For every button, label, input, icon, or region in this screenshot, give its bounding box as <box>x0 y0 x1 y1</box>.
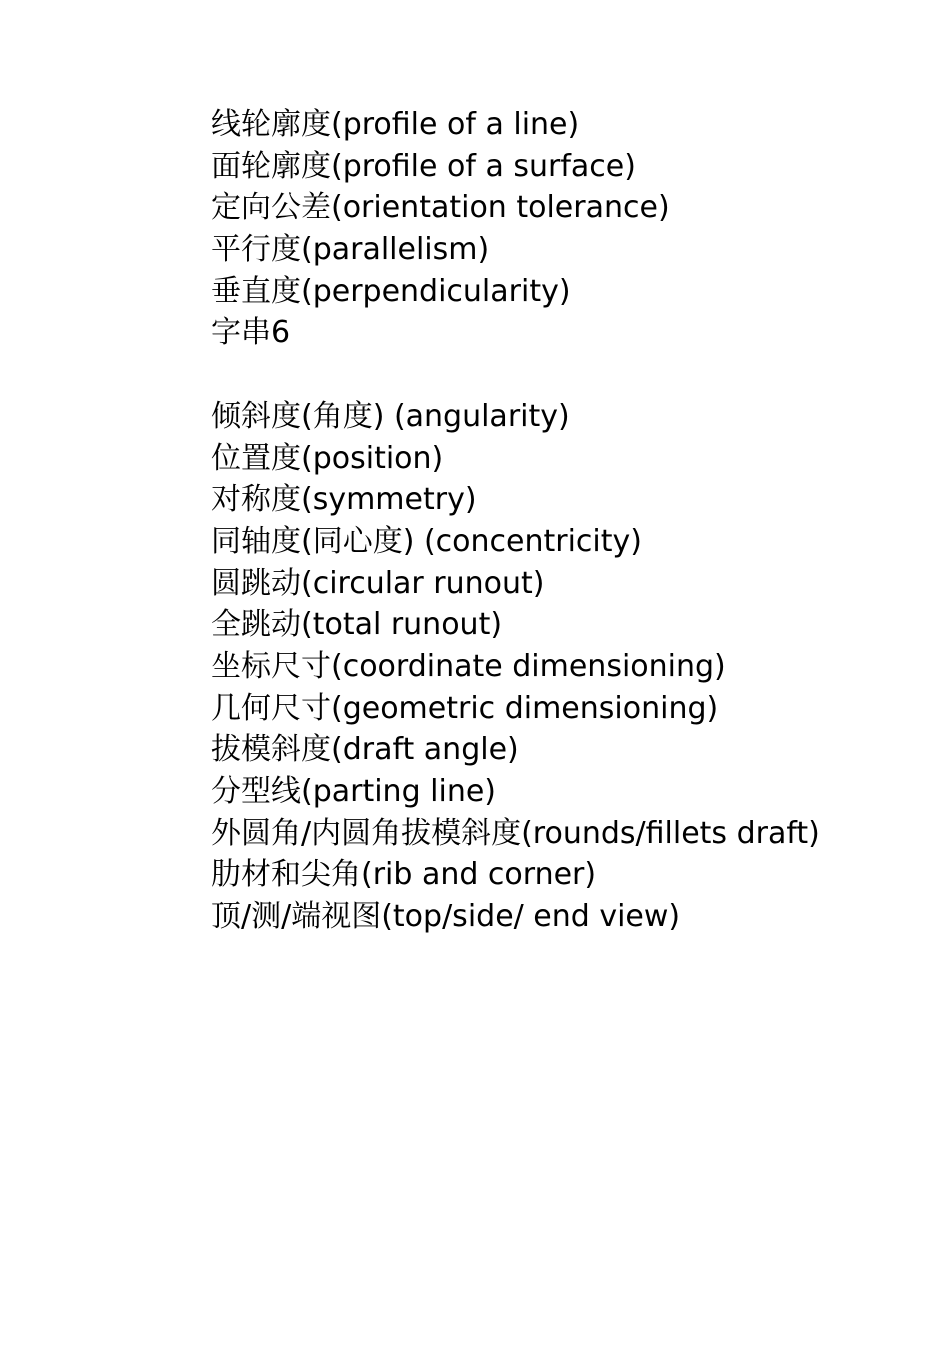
term-line: 平行度(parallelism) <box>211 232 490 268</box>
term-line: 垂直度(perpendicularity) <box>211 273 571 309</box>
term-line: 字串6 <box>211 315 291 351</box>
term-line: 面轮廓度(profile of a surface) <box>211 148 636 184</box>
term-line: 对称度(symmetry) <box>211 482 477 518</box>
term-line: 倾斜度(角度) (angularity) <box>211 398 570 434</box>
blank-line <box>211 354 931 396</box>
term-line: 外圆角/内圆角拔模斜度(rounds/fillets draft) <box>211 815 820 851</box>
term-line: 全跳动(total runout) <box>211 607 503 643</box>
term-line: 位置度(position) <box>211 440 444 476</box>
term-line: 几何尺寸(geometric dimensioning) <box>211 690 719 726</box>
term-line: 肋材和尖角(rib and corner) <box>211 857 597 893</box>
term-line: 拔模斜度(draft angle) <box>211 732 519 768</box>
term-line: 定向公差(orientation tolerance) <box>211 190 670 226</box>
term-line: 圆跳动(circular runout) <box>211 565 545 601</box>
term-line: 同轴度(同心度) (concentricity) <box>211 523 642 559</box>
term-line: 分型线(parting line) <box>211 774 496 809</box>
term-line: 坐标尺寸(coordinate dimensioning) <box>211 648 726 684</box>
term-line: 线轮廓度(profile of a line) <box>211 107 580 142</box>
term-list <box>211 104 931 938</box>
term-line: 顶/测/端视图(top/side/ end view) <box>211 899 681 935</box>
